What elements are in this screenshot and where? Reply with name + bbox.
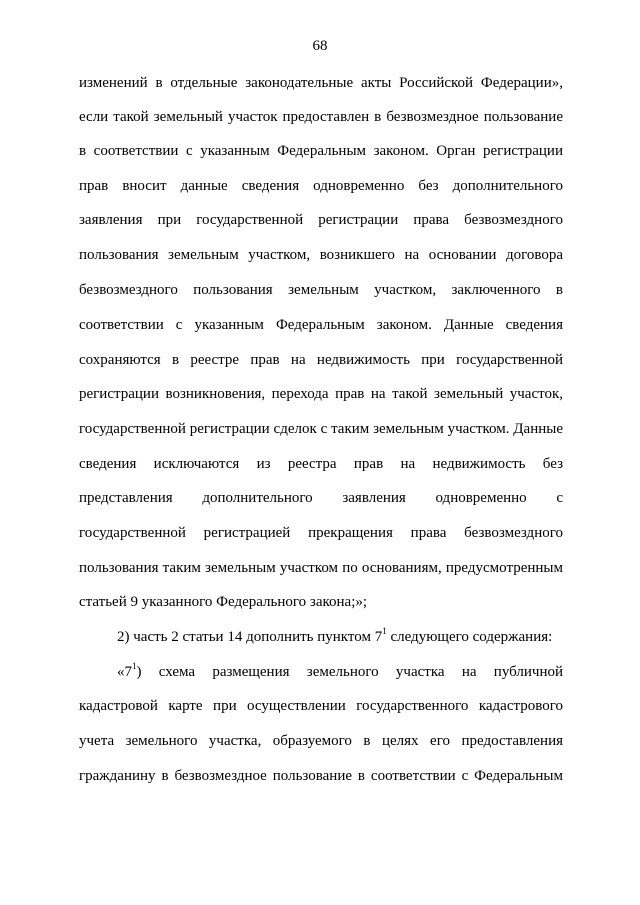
paragraph-2-text-end: следующего содержания: — [386, 629, 553, 645]
text-line: заявления при государственной регистрации права безвозмездного — [79, 212, 563, 228]
superscript: 1 — [132, 661, 137, 671]
text-line: пользования земельным участком, возникшего на основании договора — [79, 247, 563, 263]
text-line: сохраняются в реестре прав на недвижимость при государственной — [79, 352, 563, 368]
text-line: изменений в отдельные законодательные акты Российской Федерации», — [79, 75, 563, 91]
text-line: государственной регистрацией прекращения права безвозмездного — [79, 525, 563, 541]
text-line: гражданину в безвозмездное пользование в соответствии с Федеральным — [79, 768, 563, 784]
text-line: безвозмездного пользования земельным участком, заключенного в — [79, 282, 563, 298]
text-line: государственной регистрации сделок с таким земельным участком. Данные — [79, 421, 563, 437]
paragraph-3-first-line — [117, 662, 563, 682]
text-line: если такой земельный участок предоставлен в безвозмездное пользование — [79, 109, 563, 125]
text-line: учета земельного участка, образуемого в целях его предоставления — [79, 733, 563, 749]
text-line: регистрации возникновения, перехода прав на такой земельный участок, — [79, 386, 563, 402]
paragraph-3-text: ) схема размещения земельного участка на публичной — [136, 664, 563, 680]
text-line: пользования таким земельным участком по основаниям, предусмотренным — [79, 560, 563, 576]
paragraph-2-line — [117, 627, 563, 647]
text-line: статьей 9 указанного Федерального закона;»; — [79, 594, 368, 610]
text-line: соответствии с указанным Федеральным законом. Данные сведения — [79, 317, 563, 333]
paragraph-2-text: 2) часть 2 статьи 14 дополнить пунктом 7 — [117, 629, 383, 645]
page-number: 68 — [312, 38, 328, 54]
text-line: сведения исключаются из реестра прав на недвижимость без — [79, 456, 563, 472]
text-line: кадастровой карте при осуществлении государственного кадастрового — [79, 698, 563, 714]
text-line: представления дополнительного заявления одновременно с — [79, 490, 563, 506]
superscript: 1 — [382, 626, 387, 636]
paragraph-3-open: «7 — [117, 664, 132, 680]
text-line: прав вносит данные сведения одновременно без дополнительного — [79, 178, 563, 194]
text-line: в соответствии с указанным Федеральным законом. Орган регистрации — [79, 143, 563, 159]
